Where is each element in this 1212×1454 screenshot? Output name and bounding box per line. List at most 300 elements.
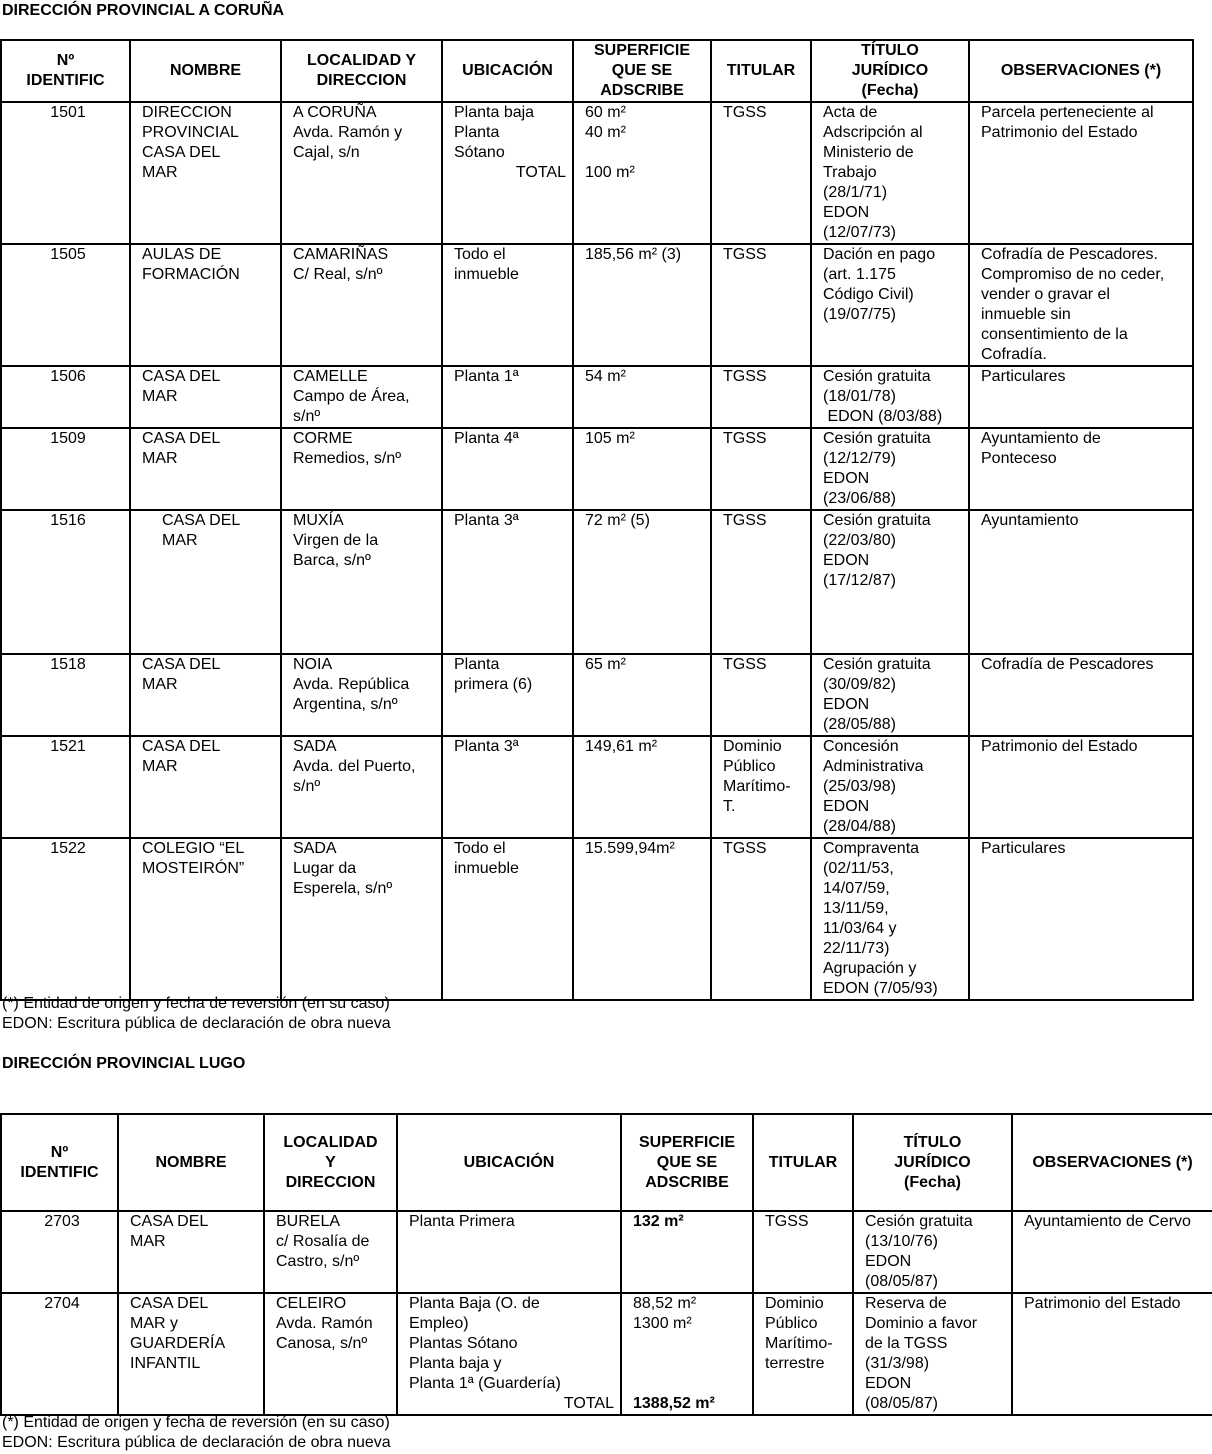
cell-line: 1501 xyxy=(50,104,86,121)
cell-line: MAR xyxy=(162,532,198,549)
cell-line: NOIA xyxy=(293,656,333,673)
cell-line: MAR xyxy=(142,676,178,693)
table-row xyxy=(1,654,1193,736)
cell-line: (30/09/82) xyxy=(823,676,896,693)
cell-line: 15.599,94m² xyxy=(585,840,675,857)
cell-id xyxy=(1,244,130,366)
cell-line: (08/05/87) xyxy=(865,1395,938,1412)
cell-line: CASA DEL xyxy=(130,1295,209,1312)
cell-line: Barca, s/nº xyxy=(293,552,371,569)
cell-nombre xyxy=(130,510,281,654)
inventory-table-coruna xyxy=(0,39,1194,1001)
cell-line: (28/1/71) xyxy=(823,184,888,201)
cell-line: CAMELLE xyxy=(293,368,368,385)
cell-line: AULAS DE xyxy=(142,246,222,263)
cell-line: CASA DEL xyxy=(142,656,221,673)
cell-line: Público xyxy=(723,758,776,775)
cell-line: EDON (7/05/93) xyxy=(823,980,938,997)
cell-line: LOCALIDAD Y xyxy=(306,52,417,69)
cell-line: MOSTEIRÓN” xyxy=(142,860,245,877)
header-titular xyxy=(753,1114,853,1211)
table-row xyxy=(1,736,1193,838)
header-id xyxy=(1,40,130,102)
cell-line: Ponteceso xyxy=(981,450,1057,467)
cell-nombre xyxy=(118,1293,264,1415)
cell-titulo xyxy=(811,736,969,838)
cell-superficie xyxy=(573,366,711,428)
cell-line: Acta de xyxy=(823,104,878,121)
cell-titulo xyxy=(811,654,969,736)
cell-line: primera (6) xyxy=(454,676,533,693)
cell-localidad xyxy=(264,1293,397,1415)
cell-line: Cofradía de Pescadores. xyxy=(981,246,1158,263)
cell-line: IDENTIFIC xyxy=(20,1163,99,1181)
cell-id xyxy=(1,366,130,428)
cell-nombre xyxy=(130,102,281,244)
cell-line: Lugar da xyxy=(293,860,357,877)
cell-line: CASA DEL xyxy=(142,430,221,447)
cell-line: CASA DEL xyxy=(162,512,241,529)
cell-line: Dominio xyxy=(765,1295,824,1312)
cell-line: MAR y xyxy=(130,1315,178,1332)
cell-line: (08/05/87) xyxy=(865,1273,938,1290)
cell-line: 1521 xyxy=(50,738,86,755)
cell-line: (12/12/79) xyxy=(823,450,896,467)
cell-observaciones xyxy=(969,428,1193,510)
cell-line: LOCALIDAD xyxy=(283,1133,378,1151)
cell-line xyxy=(585,143,704,163)
cell-line: (22/03/80) xyxy=(823,532,896,549)
table-row xyxy=(1,510,1193,654)
cell-line: s/nº xyxy=(293,408,321,425)
cell-observaciones xyxy=(969,366,1193,428)
cell-line: (19/07/75) xyxy=(823,306,896,323)
cell-nombre xyxy=(130,838,281,1000)
cell-line: Planta xyxy=(454,124,500,141)
cell-superficie xyxy=(573,244,711,366)
cell-line: C/ Real, s/nº xyxy=(293,266,383,283)
cell-line: INFANTIL xyxy=(130,1355,201,1372)
cell-line xyxy=(633,1374,746,1394)
cell-localidad xyxy=(281,838,442,1000)
cell-line: (Fecha) xyxy=(861,82,919,99)
cell-line: CASA DEL xyxy=(142,368,221,385)
cell-line: 88,52 m² xyxy=(633,1295,697,1312)
header-ubicacion xyxy=(442,40,573,102)
cell-line: TITULAR xyxy=(768,1153,838,1171)
cell-line: 132 m² xyxy=(633,1213,684,1230)
cell-line: Planta Primera xyxy=(409,1213,515,1230)
cell-line: consentimiento de la xyxy=(981,326,1128,343)
cell-line: Compraventa xyxy=(823,840,920,857)
cell-line: EDON (8/03/88) xyxy=(823,408,943,425)
cell-titulo xyxy=(811,510,969,654)
table-row xyxy=(1,838,1193,1000)
cell-line: SUPERFICIE xyxy=(638,1133,735,1151)
section-title-lugo: DIRECCIÓN PROVINCIAL LUGO xyxy=(2,1055,246,1072)
cell-line: TGSS xyxy=(723,246,767,263)
cell-line: TGSS xyxy=(723,104,767,121)
cell-line: 22/11/73) xyxy=(823,940,890,957)
cell-observaciones xyxy=(1012,1211,1212,1293)
cell-titulo xyxy=(853,1293,1012,1415)
cell-line: Cofradía. xyxy=(981,346,1047,363)
cell-line: Planta 3ª xyxy=(454,738,519,755)
cell-line: Avda. del Puerto, xyxy=(293,758,416,775)
cell-line: Ayuntamiento de Cervo xyxy=(1024,1213,1191,1230)
cell-line xyxy=(633,1354,746,1374)
cell-observaciones xyxy=(969,838,1193,1000)
cell-line: vender o gravar el xyxy=(981,286,1110,303)
cell-line: CELEIRO xyxy=(276,1295,347,1312)
header-observaciones xyxy=(1012,1114,1212,1211)
cell-titular xyxy=(711,366,811,428)
cell-line: (31/3/98) xyxy=(865,1355,930,1372)
cell-line: Compromiso de no ceder, xyxy=(981,266,1165,283)
cell-line: Administrativa xyxy=(823,758,924,775)
cell-line: TGSS xyxy=(723,430,767,447)
header-titulo xyxy=(811,40,969,102)
cell-titular xyxy=(711,838,811,1000)
cell-superficie xyxy=(573,102,711,244)
cell-line: Planta baja y xyxy=(409,1355,502,1372)
cell-line: TGSS xyxy=(723,512,767,529)
cell-line: Marítimo- xyxy=(765,1335,833,1352)
footnote-line: (*) Entidad de origen y fecha de reversión (en su caso) xyxy=(2,995,390,1012)
cell-line: QUE SE xyxy=(656,1153,718,1171)
cell-line: Ayuntamiento xyxy=(981,512,1079,529)
section-title-coruna: DIRECCIÓN PROVINCIAL A CORUÑA xyxy=(2,2,285,19)
footnote-line: EDON: Escritura pública de declaración de obra nueva xyxy=(2,1015,391,1032)
cell-line: Dación en pago xyxy=(823,246,936,263)
cell-line: MAR xyxy=(142,164,178,181)
cell-line: Remedios, s/nº xyxy=(293,450,402,467)
cell-line: TGSS xyxy=(723,656,767,673)
cell-line: EDON xyxy=(823,552,870,569)
cell-line: Argentina, s/nº xyxy=(293,696,398,713)
cell-titulo xyxy=(811,428,969,510)
cell-line: Nº xyxy=(50,1143,69,1161)
cell-ubicacion xyxy=(442,428,573,510)
inventory-table-lugo xyxy=(0,1113,1212,1416)
cell-line: IDENTIFIC xyxy=(26,72,105,89)
cell-line: c/ Rosalía de xyxy=(276,1233,370,1250)
cell-line: Sótano xyxy=(454,144,505,161)
cell-line: Reserva de xyxy=(865,1295,947,1312)
cell-titular xyxy=(753,1293,853,1415)
cell-titular xyxy=(711,654,811,736)
cell-superficie xyxy=(621,1211,753,1293)
cell-line: MUXÍA xyxy=(293,512,344,529)
cell-line: Parcela perteneciente al xyxy=(981,104,1154,121)
cell-line: Dominio xyxy=(723,738,782,755)
cell-line: Cesión gratuita xyxy=(823,656,931,673)
cell-line: Planta 3ª xyxy=(454,512,519,529)
cell-line: JURÍDICO xyxy=(851,62,929,79)
cell-line: TITULAR xyxy=(726,62,796,79)
header-titulo xyxy=(853,1114,1012,1211)
header-superficie xyxy=(621,1114,753,1211)
cell-line: CASA DEL xyxy=(130,1213,209,1230)
cell-line: PROVINCIAL xyxy=(142,124,239,141)
cell-line: NOMBRE xyxy=(155,1153,227,1171)
cell-line: CASA DEL xyxy=(142,738,221,755)
cell-line: Ayuntamiento de xyxy=(981,430,1101,447)
cell-line: COLEGIO “EL xyxy=(142,840,245,857)
cell-titular xyxy=(711,736,811,838)
cell-line xyxy=(633,1334,746,1354)
cell-line: A CORUÑA xyxy=(293,104,377,121)
cell-line: inmueble xyxy=(454,860,519,877)
cell-line: EDON xyxy=(865,1253,912,1270)
header-ubicacion xyxy=(397,1114,621,1211)
cell-line: 185,56 m² (3) xyxy=(585,246,682,263)
cell-observaciones xyxy=(969,102,1193,244)
cell-line: Dominio a favor xyxy=(865,1315,978,1332)
cell-line: Todo el xyxy=(454,246,506,263)
cell-id xyxy=(1,654,130,736)
cell-localidad xyxy=(281,510,442,654)
cell-observaciones xyxy=(969,510,1193,654)
cell-id xyxy=(1,102,130,244)
cell-superficie xyxy=(573,510,711,654)
cell-observaciones xyxy=(969,654,1193,736)
cell-line: DIRECCION xyxy=(142,104,232,121)
cell-line: (art. 1.175 xyxy=(823,266,896,283)
cell-titulo xyxy=(811,838,969,1000)
cell-line: 1506 xyxy=(50,368,86,385)
cell-line: (18/01/78) xyxy=(823,388,896,405)
header-localidad xyxy=(264,1114,397,1211)
cell-line: Avda. Ramón y xyxy=(293,124,403,141)
cell-line: FORMACIÓN xyxy=(142,266,240,283)
cell-line: Nº xyxy=(56,52,75,69)
cell-nombre xyxy=(118,1211,264,1293)
cell-line: 11/03/64 y xyxy=(823,920,897,937)
cell-line: GUARDERÍA xyxy=(130,1335,226,1352)
table-row xyxy=(1,244,1193,366)
table-row xyxy=(1,1211,1212,1293)
cell-observaciones xyxy=(969,736,1193,838)
cell-id xyxy=(1,428,130,510)
cell-line: Todo el xyxy=(454,840,506,857)
cell-line: TGSS xyxy=(765,1213,809,1230)
cell-line: 54 m² xyxy=(585,368,626,385)
cell-superficie xyxy=(573,654,711,736)
cell-line: 105 m² xyxy=(585,430,635,447)
cell-line: Cesión gratuita xyxy=(823,512,931,529)
cell-localidad xyxy=(281,366,442,428)
table-row xyxy=(1,1293,1212,1415)
cell-line: Marítimo- xyxy=(723,778,791,795)
table-row xyxy=(1,428,1193,510)
cell-line: BURELA xyxy=(276,1213,341,1230)
cell-ubicacion xyxy=(442,102,573,244)
cell-line: (17/12/87) xyxy=(823,572,896,589)
cell-line: ADSCRIBE xyxy=(645,1173,729,1191)
cell-titular xyxy=(711,428,811,510)
cell-line: Cofradía de Pescadores xyxy=(981,656,1154,673)
table-row xyxy=(1,102,1193,244)
footnote-line: EDON: Escritura pública de declaración de obra nueva xyxy=(2,1434,391,1451)
cell-line: OBSERVACIONES (*) xyxy=(1032,1153,1193,1171)
cell-line: 2703 xyxy=(44,1213,80,1230)
table-header-row xyxy=(1,40,1193,102)
cell-line: Agrupación y xyxy=(823,960,917,977)
cell-nombre xyxy=(130,736,281,838)
cell-titular xyxy=(711,102,811,244)
cell-line: MAR xyxy=(130,1233,166,1250)
cell-line: Avda. Ramón xyxy=(276,1315,373,1332)
cell-line: Patrimonio del Estado xyxy=(981,738,1138,755)
cell-titulo xyxy=(811,366,969,428)
cell-line: EDON xyxy=(823,798,870,815)
cell-ubicacion xyxy=(397,1293,621,1415)
cell-ubicacion xyxy=(442,736,573,838)
cell-line: EDON xyxy=(865,1375,912,1392)
cell-line: Cajal, s/n xyxy=(293,144,360,161)
cell-line: Avda. República xyxy=(293,676,410,693)
cell-superficie xyxy=(573,428,711,510)
cell-ubicacion xyxy=(442,510,573,654)
cell-nombre xyxy=(130,244,281,366)
cell-localidad xyxy=(281,428,442,510)
cell-line: Particulares xyxy=(981,368,1066,385)
cell-ubicacion xyxy=(442,244,573,366)
cell-line: SADA xyxy=(293,738,337,755)
cell-line: MAR xyxy=(142,450,178,467)
cell-localidad xyxy=(281,244,442,366)
cell-line: TGSS xyxy=(723,840,767,857)
cell-line: Planta 1ª xyxy=(454,368,519,385)
cell-line: QUE SE xyxy=(611,62,673,79)
cell-titular xyxy=(711,244,811,366)
cell-line: Cesión gratuita xyxy=(865,1213,973,1230)
cell-line: Esperela, s/nº xyxy=(293,880,393,897)
cell-superficie xyxy=(621,1293,753,1415)
cell-line: (12/07/73) xyxy=(823,224,896,241)
header-observaciones xyxy=(969,40,1193,102)
header-id xyxy=(1,1114,118,1211)
cell-line: EDON xyxy=(823,696,870,713)
cell-titulo xyxy=(853,1211,1012,1293)
cell-line: (13/10/76) xyxy=(865,1233,938,1250)
table-header-row xyxy=(1,1114,1212,1211)
cell-line: Campo de Área, xyxy=(293,388,410,405)
cell-line: (Fecha) xyxy=(904,1173,961,1191)
cell-line: (02/11/53, xyxy=(823,860,894,877)
cell-line: UBICACIÓN xyxy=(463,1153,555,1171)
cell-line: MAR xyxy=(142,388,178,405)
cell-localidad xyxy=(264,1211,397,1293)
cell-observaciones xyxy=(1012,1293,1212,1415)
cell-line: JURÍDICO xyxy=(894,1153,971,1171)
cell-id xyxy=(1,838,130,1000)
cell-line: Público xyxy=(765,1315,818,1332)
cell-id xyxy=(1,1211,118,1293)
header-nombre xyxy=(130,40,281,102)
cell-line: Planta xyxy=(454,656,500,673)
cell-line: s/nº xyxy=(293,778,321,795)
cell-line: 1505 xyxy=(50,246,86,263)
cell-ubicacion xyxy=(442,654,573,736)
cell-line: Ministerio de xyxy=(823,144,914,161)
cell-line: UBICACIÓN xyxy=(462,62,553,79)
cell-line: NOMBRE xyxy=(169,62,242,79)
cell-line: Concesión xyxy=(823,738,899,755)
cell-localidad xyxy=(281,736,442,838)
header-localidad xyxy=(281,40,442,102)
cell-line: Empleo) xyxy=(409,1315,469,1332)
cell-localidad xyxy=(281,654,442,736)
cell-line: 13/11/59, xyxy=(823,900,889,917)
cell-line: T. xyxy=(723,798,736,815)
cell-line: TÍTULO xyxy=(903,1133,962,1151)
cell-observaciones xyxy=(969,244,1193,366)
cell-line: (28/04/88) xyxy=(823,818,896,835)
cell-line: EDON xyxy=(823,470,870,487)
cell-line: 1516 xyxy=(50,512,86,529)
cell-line: Patrimonio del Estado xyxy=(981,124,1138,141)
cell-titulo xyxy=(811,244,969,366)
cell-line: (23/06/88) xyxy=(823,490,896,507)
cell-line: 1300 m² xyxy=(633,1315,692,1332)
cell-line: Planta 4ª xyxy=(454,430,519,447)
cell-line: TGSS xyxy=(723,368,767,385)
cell-line: Particulares xyxy=(981,840,1066,857)
cell-id xyxy=(1,510,130,654)
cell-nombre xyxy=(130,428,281,510)
cell-line: 72 m² (5) xyxy=(585,512,650,529)
cell-line: DIRECCION xyxy=(285,1173,376,1191)
cell-line: Planta baja xyxy=(454,104,535,121)
cell-line: OBSERVACIONES (*) xyxy=(1000,62,1162,79)
cell-line: inmueble xyxy=(454,266,519,283)
cell-line: 40 m² xyxy=(585,124,626,141)
cell-line: TOTAL xyxy=(515,164,566,181)
cell-titulo xyxy=(811,102,969,244)
cell-line: de la TGSS xyxy=(865,1335,948,1352)
cell-line: 60 m² xyxy=(585,104,626,121)
cell-line: MAR xyxy=(142,758,178,775)
cell-line: Canosa, s/nº xyxy=(276,1335,368,1352)
cell-line: CAMARIÑAS xyxy=(293,246,389,263)
cell-line: DIRECCION xyxy=(316,72,407,89)
cell-id xyxy=(1,1293,118,1415)
cell-line: Castro, s/nº xyxy=(276,1253,360,1270)
header-titular xyxy=(711,40,811,102)
header-superficie xyxy=(573,40,711,102)
cell-id xyxy=(1,736,130,838)
cell-line: Adscripción al xyxy=(823,124,923,141)
cell-line: Código Civil) xyxy=(823,286,914,303)
cell-titular xyxy=(753,1211,853,1293)
cell-line: Trabajo xyxy=(823,164,877,181)
cell-superficie xyxy=(573,736,711,838)
cell-line: 1388,52 m² xyxy=(633,1395,715,1412)
footnotes-coruna xyxy=(2,994,391,1034)
cell-line: TOTAL xyxy=(563,1395,614,1412)
footnotes-lugo xyxy=(2,1413,391,1453)
cell-line: terrestre xyxy=(765,1355,825,1372)
cell-line: Virgen de la xyxy=(293,532,379,549)
cell-line: Cesión gratuita xyxy=(823,430,931,447)
cell-ubicacion xyxy=(397,1211,621,1293)
footnote-line: (*) Entidad de origen y fecha de reversión (en su caso) xyxy=(2,1414,390,1431)
cell-line: Plantas Sótano xyxy=(409,1335,518,1352)
cell-line: 1509 xyxy=(50,430,86,447)
cell-titular xyxy=(711,510,811,654)
